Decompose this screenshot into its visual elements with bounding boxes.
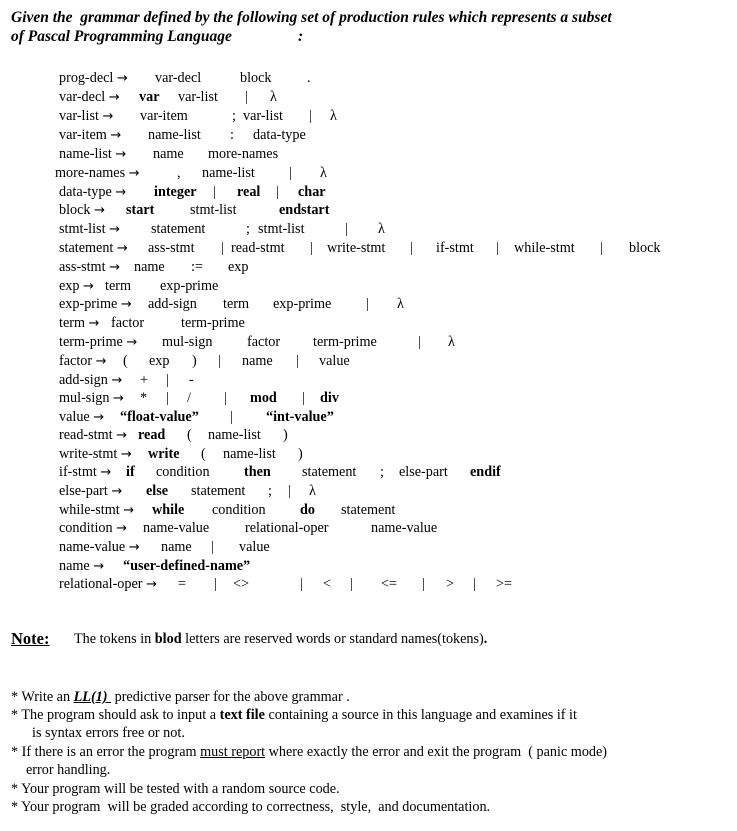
rule-lhs: name-value: [59, 539, 129, 555]
rule-name-list: [59, 146, 279, 163]
rule-symbol: endstart: [279, 202, 330, 218]
arrow-icon: →: [94, 203, 105, 218]
arrow-icon: →: [115, 147, 127, 162]
rule-exp-prime: [59, 296, 404, 313]
rule-symbol: *: [140, 390, 148, 406]
arrow-icon: →: [111, 484, 123, 499]
rule-symbol: ): [283, 427, 288, 443]
alt-separator: |: [166, 390, 169, 406]
rule-symbol: ;: [246, 221, 250, 237]
note-text-pre: The tokens in: [74, 631, 155, 647]
rule-symbol: name-value: [371, 520, 438, 536]
rule-lhs: read-stmt: [59, 427, 117, 443]
rule-symbol: name: [153, 146, 184, 162]
lambda-symbol: λ: [397, 296, 404, 312]
rule-symbol: block: [240, 70, 272, 86]
rule-lhs: prog-decl: [59, 70, 117, 86]
rule-symbol: condition: [156, 464, 210, 480]
rule-symbol: ;: [380, 464, 384, 480]
rule-symbol: name: [134, 259, 165, 275]
alt-separator: |: [366, 296, 369, 312]
alt-separator: |: [213, 184, 216, 200]
arrow-icon: →: [108, 90, 120, 105]
rule-lhs: value: [59, 409, 94, 425]
bullet-ll1-post: predictive parser for the above grammar .: [111, 689, 350, 705]
rule-symbol: while: [152, 502, 185, 518]
alt-separator: |: [422, 576, 425, 592]
title-line-1: Given the grammar defined by the following set of production rules which represents a subset: [11, 9, 612, 26]
rule-symbol: :: [230, 127, 234, 143]
rule-symbol: ;: [268, 483, 272, 499]
alt-separator: |: [218, 353, 221, 369]
alt-separator: |: [221, 240, 224, 256]
alt-separator: |: [345, 221, 348, 237]
rule-data-type: [59, 184, 326, 201]
alt-separator: |: [600, 240, 603, 256]
rule-symbol: exp: [149, 353, 170, 369]
rule-symbol: if: [126, 464, 135, 480]
rule-symbol: else-part: [399, 464, 448, 480]
rule-more-names: [55, 165, 327, 182]
rule-symbol: condition: [212, 502, 266, 518]
arrow-icon: →: [128, 166, 140, 181]
alt-separator: |: [473, 576, 476, 592]
rule-while-stmt: [59, 502, 396, 519]
alt-separator: |: [296, 353, 299, 369]
arrow-icon: →: [116, 71, 128, 86]
rule-symbol: <=: [381, 576, 398, 592]
rule-lhs: var-item: [59, 127, 111, 143]
lambda-symbol: λ: [378, 221, 385, 237]
lambda-symbol: λ: [330, 108, 337, 124]
rule-symbol: statement: [341, 502, 396, 518]
rule-symbol: (: [187, 427, 192, 443]
rule-symbol: :=: [191, 259, 203, 275]
alt-separator: |: [310, 240, 313, 256]
rule-symbol: statement: [191, 483, 246, 499]
rule-lhs: more-names: [55, 165, 129, 181]
bullet-error: [11, 744, 607, 761]
rule-symbol: term: [223, 296, 249, 312]
rule-lhs: name: [59, 558, 94, 574]
arrow-icon: →: [83, 279, 94, 294]
arrow-icon: →: [116, 241, 128, 256]
rule-symbol: >=: [496, 576, 513, 592]
rule-symbol: else: [146, 483, 169, 499]
rule-lhs: relational-oper: [59, 576, 147, 592]
arrow-icon: →: [111, 373, 123, 388]
alt-separator: |: [288, 483, 291, 499]
lambda-symbol: λ: [320, 165, 327, 181]
rule-symbol: while-stmt: [514, 240, 575, 256]
arrow-icon: →: [116, 521, 128, 536]
rule-symbol: write-stmt: [327, 240, 386, 256]
bullet-input-cont: is syntax errors free or not.: [32, 725, 185, 741]
arrow-icon: →: [120, 447, 132, 462]
title-line-2: [11, 28, 304, 46]
rule-symbol: name: [242, 353, 273, 369]
rule-lhs: add-sign: [59, 372, 112, 388]
arrow-icon: →: [93, 559, 105, 574]
rule-symbol: read-stmt: [231, 240, 285, 256]
rule-lhs: var-list: [59, 108, 103, 124]
rule-symbol: do: [300, 502, 315, 518]
bullet-error-cont: error handling.: [26, 762, 111, 778]
arrow-icon: →: [88, 316, 100, 331]
rule-symbol: block: [629, 240, 661, 256]
alt-separator: |: [224, 390, 227, 406]
rule-read-stmt: [59, 427, 288, 444]
rule-symbol: term-prime: [313, 334, 377, 350]
rule-symbol: name-value: [143, 520, 210, 536]
rule-symbol: integer: [154, 184, 197, 200]
rule-lhs: write-stmt: [59, 446, 121, 462]
alt-separator: |: [410, 240, 413, 256]
alt-separator: |: [230, 409, 233, 425]
rule-symbol: =: [178, 576, 187, 592]
bullet-error-u: must report: [200, 744, 266, 760]
bullet-error-pre: * If there is an error the program: [11, 744, 201, 760]
rule-lhs: term-prime: [59, 334, 127, 350]
rule-symbol: name-list: [148, 127, 201, 143]
rule-lhs: stmt-list: [59, 221, 110, 237]
bullet-input-post: containing a source in this language and examines if it: [264, 707, 577, 723]
arrow-icon: →: [113, 391, 124, 406]
rule-symbol: factor: [247, 334, 281, 350]
alt-separator: |: [245, 89, 248, 105]
rule-symbol: start: [126, 202, 155, 218]
alt-separator: |: [309, 108, 312, 124]
rule-write-stmt: [59, 446, 303, 463]
rule-symbol: /: [187, 390, 191, 406]
rule-symbol: div: [320, 390, 339, 406]
rule-symbol: value: [239, 539, 270, 555]
rule-symbol: +: [140, 372, 149, 388]
rule-symbol: var-item: [140, 108, 188, 124]
rule-symbol: factor: [111, 315, 145, 331]
rule-lhs: exp-prime: [59, 296, 121, 312]
rule-symbol: char: [298, 184, 326, 200]
rule-symbol: var-list: [178, 89, 218, 105]
rule-lhs: block: [59, 202, 95, 218]
rule-symbol: relational-oper: [245, 520, 329, 536]
rule-symbol: data-type: [253, 127, 306, 143]
rule-symbol: real: [237, 184, 261, 200]
rule-symbol: ,: [177, 165, 181, 181]
rule-symbol: ): [298, 446, 303, 462]
bullet-graded: * Your program will be graded according to correctness, style, and documentation.: [11, 799, 491, 815]
rule-mul-sign: [59, 390, 339, 407]
rule-lhs: factor: [59, 353, 96, 369]
rule-value: [59, 409, 334, 426]
rule-name: [59, 558, 251, 575]
lambda-symbol: λ: [448, 334, 455, 350]
rule-symbol: var-list: [243, 108, 283, 124]
note-text-end: .: [483, 631, 488, 647]
rule-symbol: mod: [250, 390, 277, 406]
rule-symbol: endif: [470, 464, 501, 480]
rule-symbol: mul-sign: [162, 334, 213, 350]
rule-symbol: term-prime: [181, 315, 245, 331]
rule-symbol: write: [148, 446, 180, 462]
rule-symbol: name-list: [202, 165, 255, 181]
rule-symbol: stmt-list: [258, 221, 305, 237]
rule-var-decl: [59, 89, 277, 106]
rule-symbol: ): [192, 353, 197, 369]
rule-symbol: add-sign: [148, 296, 197, 312]
bullet-tested: * Your program will be tested with a random source code.: [11, 781, 340, 797]
rule-lhs: ass-stmt: [59, 259, 110, 275]
arrow-icon: →: [109, 260, 120, 275]
arrow-icon: →: [116, 428, 128, 443]
lambda-symbol: λ: [309, 483, 316, 499]
rule-lhs: name-list: [59, 146, 116, 162]
rule-symbol: then: [244, 464, 271, 480]
alt-separator: |: [496, 240, 499, 256]
rule-else-part: [59, 483, 316, 500]
rule-symbol: “int-value”: [266, 409, 334, 425]
rule-relational-oper: [59, 576, 513, 593]
note-text-post: letters are reserved words or standard names(tokens): [181, 631, 484, 647]
rule-symbol: ;: [232, 108, 236, 124]
arrow-icon: →: [110, 128, 122, 143]
lambda-symbol: λ: [270, 89, 277, 105]
rule-symbol: name-list: [223, 446, 276, 462]
alt-separator: |: [289, 165, 292, 181]
arrow-icon: →: [123, 503, 135, 518]
arrow-icon: →: [95, 354, 107, 369]
rule-lhs: else-part: [59, 483, 112, 499]
rule-lhs: if-stmt: [59, 464, 101, 480]
arrow-icon: →: [102, 109, 114, 124]
arrow-icon: →: [128, 540, 140, 555]
rule-add-sign: [59, 372, 194, 389]
rule-symbol: if-stmt: [436, 240, 474, 256]
bullet-error-post: where exactly the error and exit the program ( panic mode): [265, 744, 608, 760]
rule-symbol: exp-prime: [160, 278, 219, 294]
alt-separator: |: [300, 576, 303, 592]
rule-term-prime: [59, 334, 455, 351]
note-text-bold: blod: [154, 631, 182, 647]
rule-factor: [59, 353, 350, 370]
rule-stmt-list: [59, 221, 385, 238]
rule-block: [59, 202, 330, 219]
rule-symbol: “float-value”: [120, 409, 199, 425]
rule-lhs: var-decl: [59, 89, 109, 105]
alt-separator: |: [166, 372, 169, 388]
arrow-icon: →: [146, 577, 157, 592]
rule-lhs: term: [59, 315, 89, 331]
rule-symbol: value: [319, 353, 350, 369]
rule-prog-decl: [59, 70, 311, 87]
rule-symbol: statement: [302, 464, 357, 480]
bullet-ll1-link: LL(1): [73, 689, 112, 705]
title-colon: :: [298, 28, 304, 45]
rule-symbol: name: [161, 539, 192, 555]
rule-lhs: mul-sign: [59, 390, 113, 406]
rule-var-item: [59, 127, 306, 144]
rule-symbol: stmt-list: [190, 202, 237, 218]
alt-separator: |: [418, 334, 421, 350]
rule-symbol: (: [123, 353, 128, 369]
bullet-ll1-pre: * Write an: [11, 689, 74, 705]
rule-symbol: <: [323, 576, 332, 592]
rule-lhs: condition: [59, 520, 117, 536]
title-line-2-text: of Pascal Programming Language: [11, 28, 232, 45]
bullet-input-file: [11, 707, 577, 724]
rule-symbol: .: [307, 70, 311, 86]
rule-symbol: var-decl: [155, 70, 202, 86]
note-text: [74, 631, 487, 648]
arrow-icon: →: [115, 185, 127, 200]
arrow-icon: →: [126, 335, 138, 350]
alt-separator: |: [214, 576, 217, 592]
alt-separator: |: [211, 539, 214, 555]
rule-lhs: data-type: [59, 184, 116, 200]
alt-separator: |: [276, 184, 279, 200]
bullet-input-bold: text file: [219, 707, 265, 723]
rule-symbol: statement: [151, 221, 206, 237]
rule-exp: [59, 278, 219, 295]
rule-var-list: [59, 108, 337, 125]
rule-name-value: [59, 539, 270, 556]
rule-statement: [59, 240, 661, 257]
rule-symbol: var: [139, 89, 160, 105]
bullet-input-pre: * The program should ask to input a: [11, 707, 220, 723]
rule-symbol: exp-prime: [273, 296, 332, 312]
rule-symbol: (: [201, 446, 206, 462]
rule-lhs: statement: [59, 240, 117, 256]
rule-symbol: -: [189, 372, 194, 388]
rule-symbol: <>: [233, 576, 250, 592]
rule-symbol: read: [138, 427, 166, 443]
alt-separator: |: [302, 390, 305, 406]
rule-symbol: name-list: [208, 427, 261, 443]
rule-lhs: exp: [59, 278, 84, 294]
bullet-ll1: [11, 689, 350, 706]
arrow-icon: →: [109, 222, 120, 237]
rule-lhs: while-stmt: [59, 502, 124, 518]
rule-ass-stmt: [59, 259, 249, 276]
rule-condition: [59, 520, 438, 537]
rule-if-stmt: [59, 464, 501, 481]
rule-symbol: exp: [228, 259, 249, 275]
rule-symbol: term: [105, 278, 131, 294]
rule-symbol: more-names: [208, 146, 279, 162]
alt-separator: |: [350, 576, 353, 592]
note-label: Note:: [11, 629, 50, 648]
rule-term: [59, 315, 245, 332]
rule-symbol: “user-defined-name”: [123, 558, 251, 574]
arrow-icon: →: [93, 410, 105, 425]
arrow-icon: →: [100, 465, 112, 480]
rule-symbol: >: [446, 576, 455, 592]
rule-symbol: ass-stmt: [148, 240, 195, 256]
arrow-icon: →: [120, 297, 132, 312]
